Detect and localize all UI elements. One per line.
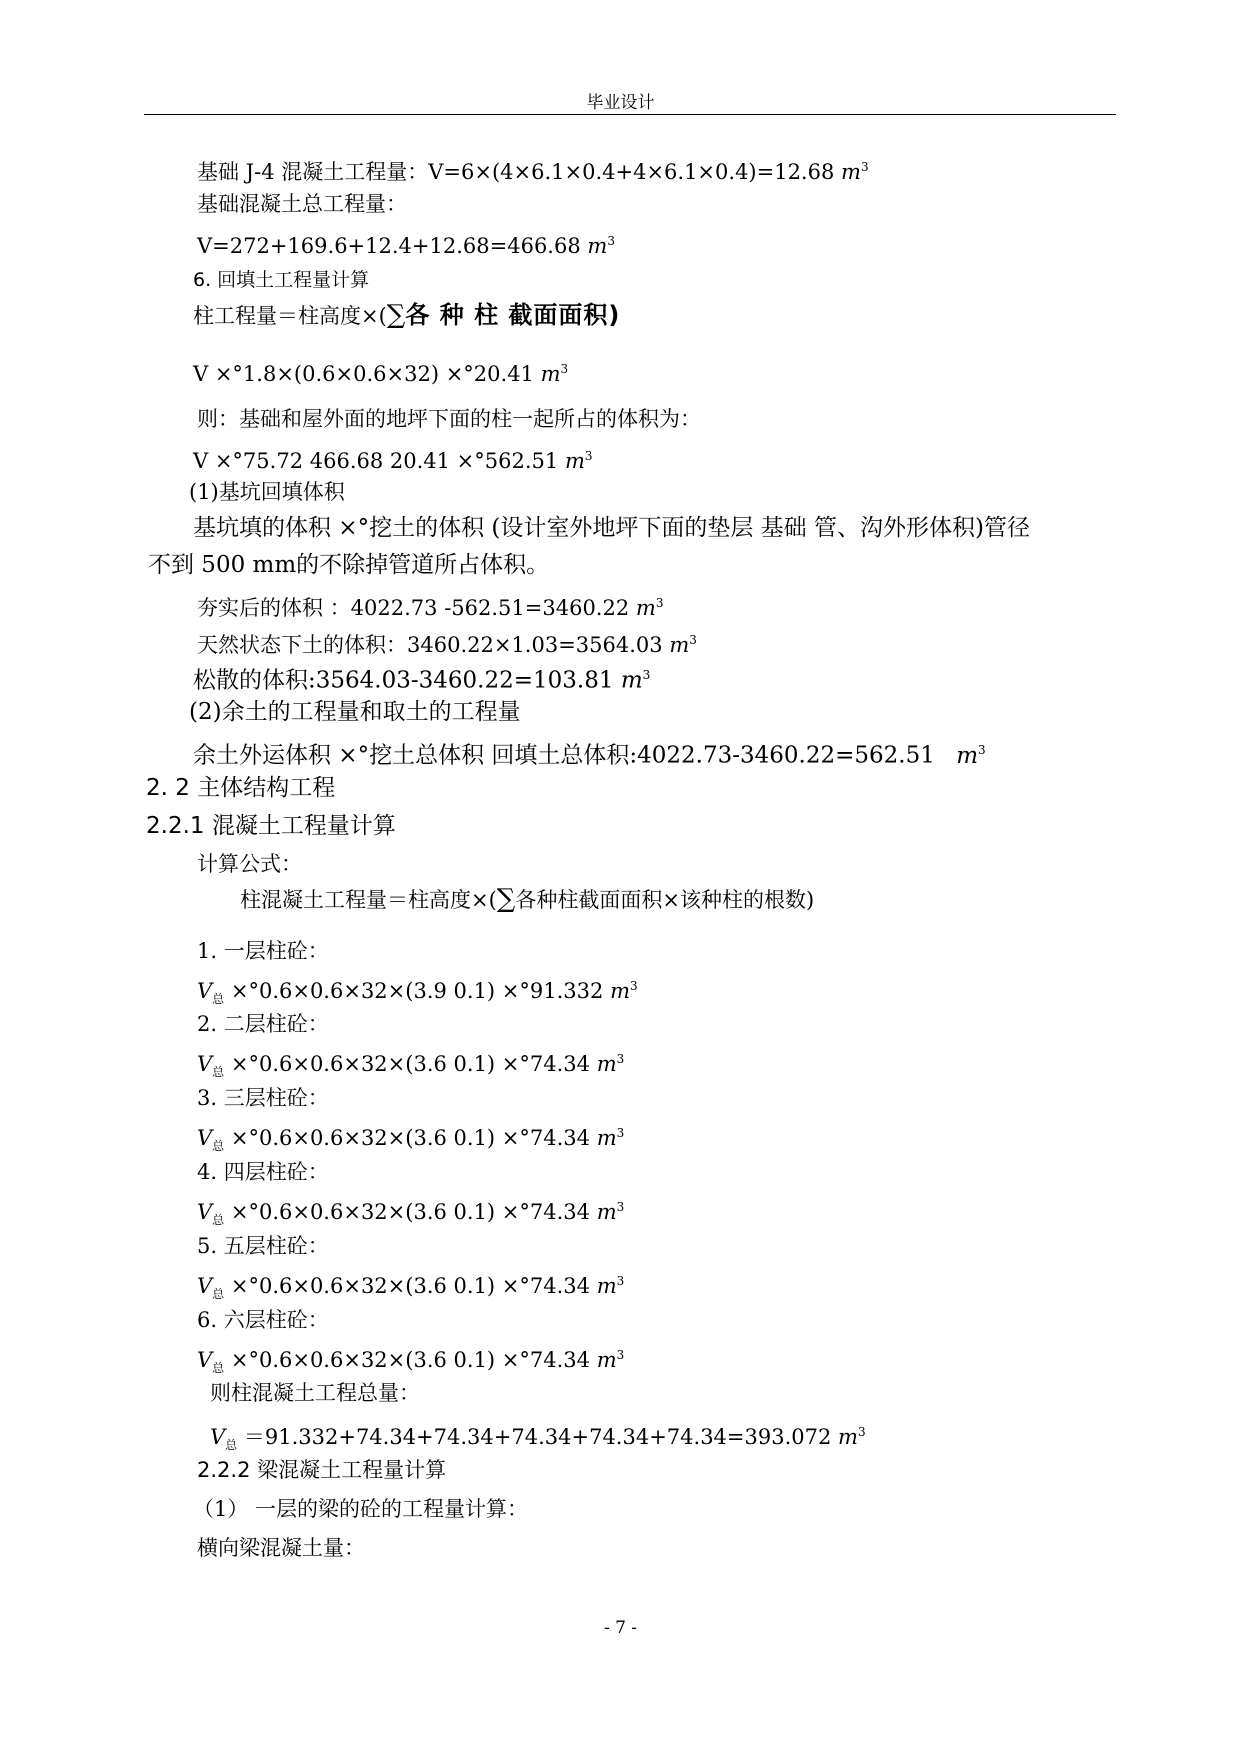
exponent: 3 <box>616 1200 625 1214</box>
line-loose-volume <box>193 662 650 694</box>
line-text: 天然状态下土的体积：3460.22×1.03=3564.03 <box>197 633 663 657</box>
header-rule <box>144 114 1116 115</box>
exponent: 3 <box>584 449 593 463</box>
exponent: 3 <box>655 596 664 610</box>
line-text: 4. 四层柱砼： <box>197 1160 329 1184</box>
variable: V <box>197 1052 213 1076</box>
line-text: ×°0.6×0.6×32×(3.6 0.1) ×°74.34 <box>224 1126 591 1150</box>
exponent: 3 <box>857 1425 866 1439</box>
floor-4-label <box>197 1159 329 1185</box>
line-text: 松散的体积:3564.03-3460.22=103.81 <box>193 667 614 694</box>
line-surplus-soil-heading <box>189 699 521 725</box>
section-backfill-heading <box>193 267 369 293</box>
page-number: - 7 - <box>603 1618 638 1638</box>
line-foundation-total <box>197 228 615 259</box>
exponent: 3 <box>616 1274 625 1288</box>
line-column-volume <box>193 356 568 387</box>
line-column-total-label <box>210 1380 420 1406</box>
exponent: 3 <box>642 668 651 682</box>
floor-6-volume <box>197 1342 624 1381</box>
line-text: 余土外运体积 ×°挖土总体积 回填土总体积:4022.73-3460.22=562.51 <box>193 742 935 769</box>
subscript: 总 <box>212 1139 225 1154</box>
line-text: 5. 五层柱砼： <box>197 1234 329 1258</box>
sigma-symbol: ∑ <box>386 300 406 330</box>
line-text: ×°0.6×0.6×32×(3.6 0.1) ×°74.34 <box>224 1052 591 1076</box>
variable: V <box>197 1126 213 1150</box>
floor-5-volume <box>197 1268 624 1307</box>
line-text: 2.2.1 混凝土工程量计算 <box>146 813 396 839</box>
variable: V <box>197 1200 213 1224</box>
line-text: 2. 2 主体结构工程 <box>146 775 336 801</box>
line-text: 基坑填的体积 ×°挖土的体积 (设计室外地坪下面的垫层 基础 管、沟外形体积)管径 <box>193 515 1030 541</box>
line-text: 1. 一层柱砼： <box>197 939 329 963</box>
floor-6-label <box>197 1307 329 1333</box>
floor-1-volume <box>197 973 638 1012</box>
line-text: 不到 500 mm的不除掉管道所占体积。 <box>148 552 550 578</box>
floor-3-label <box>197 1085 329 1111</box>
section-2-2-2-heading <box>197 1457 446 1483</box>
line-column-formula <box>193 302 620 329</box>
line-text: (2)余土的工程量和取土的工程量 <box>189 699 521 725</box>
exponent: 3 <box>616 1348 625 1362</box>
line-pit-backfill-heading <box>189 479 345 505</box>
line-text: 2.2.2 梁混凝土工程量计算 <box>197 1458 447 1482</box>
unit: m <box>620 667 643 694</box>
floor-2-volume <box>197 1046 624 1085</box>
line-text: 柱工程量＝柱高度×( <box>193 304 387 328</box>
subscript: 总 <box>212 1287 225 1302</box>
line-text: V=272+169.6+12.4+12.68=466.68 <box>197 234 581 258</box>
unit: m <box>587 234 608 258</box>
unit: m <box>596 1052 617 1076</box>
unit: m <box>596 1348 617 1372</box>
line-text: （1） 一层的梁的砼的工程量计算： <box>193 1497 529 1521</box>
line-text: 柱混凝土工程量＝柱高度×( <box>240 888 497 912</box>
line-text: 2. 二层柱砼： <box>197 1012 329 1036</box>
variable: V <box>197 1348 213 1372</box>
unit: m <box>610 979 630 1003</box>
line-text: ＝91.332+74.34+74.34+74.34+74.34+74.34=393.072 <box>237 1425 832 1449</box>
section-2-2-1-heading <box>146 813 396 839</box>
line-text: 则柱混凝土工程总量： <box>210 1381 420 1405</box>
line-transverse-beam <box>197 1535 365 1561</box>
line-occupied-volume <box>193 443 593 474</box>
exponent: 3 <box>978 743 986 757</box>
line-text: ×°0.6×0.6×32×(3.6 0.1) ×°74.34 <box>224 1200 591 1224</box>
unit: m <box>540 362 561 386</box>
line-text: 夯实后的体积 ：4022.73 -562.51=3460.22 <box>197 596 630 620</box>
line-foundation-total-label <box>197 191 407 217</box>
variable: V <box>197 979 213 1003</box>
unit: m <box>669 633 690 657</box>
line-column-concrete-formula <box>240 886 814 913</box>
unit: m <box>596 1200 617 1224</box>
variable: V <box>197 1274 213 1298</box>
subscript: 总 <box>212 992 225 1007</box>
line-text: V ×°75.72 466.68 20.41 ×°562.51 <box>193 449 559 473</box>
unit: m <box>841 160 861 184</box>
line-column-total <box>210 1419 866 1458</box>
line-text: (1)基坑回填体积 <box>189 480 345 504</box>
unit: m <box>596 1274 617 1298</box>
line-text: 6. 六层柱砼： <box>197 1308 329 1332</box>
line-surplus-soil-volume <box>193 737 986 769</box>
exponent: 3 <box>607 234 615 248</box>
line-text: ×°0.6×0.6×32×(3.9 0.1) ×°91.332 <box>224 979 604 1003</box>
exponent: 3 <box>616 1126 625 1140</box>
line-beam-first-floor <box>193 1496 528 1522</box>
unit: m <box>564 449 585 473</box>
floor-5-label <box>197 1233 329 1259</box>
unit: m <box>596 1126 617 1150</box>
variable: V <box>210 1425 226 1449</box>
line-natural-volume <box>197 627 697 658</box>
line-pit-backfill-formula-cont <box>148 552 549 578</box>
exponent: 3 <box>616 1052 625 1066</box>
line-compacted-volume <box>197 590 663 621</box>
line-text: V ×°1.8×(0.6×0.6×32) ×°20.41 <box>193 362 534 386</box>
unit: m <box>635 596 656 620</box>
line-text: ×°0.6×0.6×32×(3.6 0.1) ×°74.34 <box>224 1274 591 1298</box>
line-text: 计算公式： <box>197 852 302 876</box>
exponent: 3 <box>629 979 638 993</box>
line-formula-label <box>197 851 302 877</box>
line-text-rest: 各种柱截面面积×该种柱的根数) <box>515 888 815 912</box>
floor-3-volume <box>197 1120 624 1159</box>
floor-1-label <box>197 938 329 964</box>
exponent: 3 <box>560 362 569 376</box>
floor-4-volume <box>197 1194 624 1233</box>
line-text: 则：基础和屋外面的地坪下面的柱一起所占的体积为： <box>197 407 701 431</box>
subscript: 总 <box>212 1065 225 1080</box>
exponent: 3 <box>689 633 697 647</box>
line-text: ×°0.6×0.6×32×(3.6 0.1) ×°74.34 <box>224 1348 591 1372</box>
subscript: 总 <box>212 1213 225 1228</box>
floor-2-label <box>197 1011 329 1037</box>
line-text: 6. 回填土工程量计算 <box>193 269 370 291</box>
page-header: 毕业设计 <box>586 93 655 113</box>
line-text-rest: 各 种 柱 截面面积) <box>405 301 621 329</box>
line-pit-backfill-formula <box>193 515 1030 541</box>
line-foundation-j4 <box>197 154 869 185</box>
sigma-symbol: ∑ <box>496 884 516 914</box>
subscript: 总 <box>212 1361 225 1376</box>
subscript: 总 <box>225 1438 238 1453</box>
line-text: 基础 J-4 混凝土工程量：V=6×(4×6.1×0.4+4×6.1×0.4)=12.68 <box>197 160 835 184</box>
exponent: 3 <box>860 160 869 174</box>
line-text: 3. 三层柱砼： <box>197 1086 329 1110</box>
section-2-2-heading <box>146 775 335 801</box>
line-text: 横向梁混凝土量： <box>197 1536 365 1560</box>
unit: m <box>956 742 979 769</box>
line-text: 基础混凝土总工程量： <box>197 192 407 216</box>
unit: m <box>838 1425 858 1449</box>
line-occupied-volume-label <box>197 406 701 432</box>
